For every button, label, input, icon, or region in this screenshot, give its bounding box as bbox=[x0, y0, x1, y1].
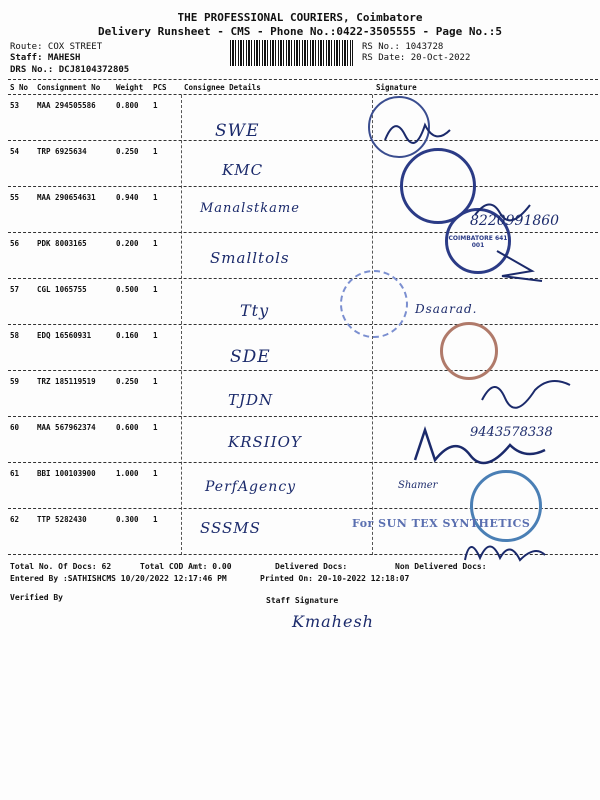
col-signature: Signature bbox=[376, 83, 417, 92]
row-consignment: MAA 294505586 bbox=[37, 101, 96, 110]
row-consignment: EDQ 16560931 bbox=[37, 331, 92, 340]
row-consignment: MAA 567962374 bbox=[37, 423, 96, 432]
row-sno: 58 bbox=[10, 331, 20, 340]
row-sno: 54 bbox=[10, 147, 20, 156]
verified-by: Verified By bbox=[10, 593, 63, 602]
printed-on: Printed On: 20-10-2022 12:18:07 bbox=[260, 574, 410, 583]
signature-phone-note: 8220991860 bbox=[470, 213, 560, 229]
signature-scribble bbox=[410, 425, 550, 465]
row-consignment: TRZ 185119519 bbox=[37, 377, 96, 386]
row-sno: 53 bbox=[10, 101, 20, 110]
consignee-handwriting: SWE bbox=[215, 121, 260, 141]
consignee-handwriting: SDE bbox=[230, 347, 271, 367]
rs-number: RS No.: 1043728 bbox=[362, 42, 444, 52]
table-row bbox=[0, 95, 600, 141]
row-weight: 0.600 bbox=[116, 423, 139, 432]
entered-by: Entered By :SATHISHCMS 10/20/2022 12:17:46 PM bbox=[10, 574, 227, 583]
row-consignment: CGL 1065755 bbox=[37, 285, 87, 294]
consignee-handwriting: TJDN bbox=[228, 391, 274, 409]
row-consignment: MAA 290654631 bbox=[37, 193, 96, 202]
col-sno: S No bbox=[10, 83, 29, 92]
round-seal-stamp bbox=[340, 270, 408, 338]
total-docs: Total No. Of Docs: 62 bbox=[10, 562, 112, 571]
col-consignee: Consignee Details bbox=[184, 83, 261, 92]
row-sno: 57 bbox=[10, 285, 20, 294]
row-pcs: 1 bbox=[153, 147, 158, 156]
row-sno: 55 bbox=[10, 193, 20, 202]
signature-scribble bbox=[470, 195, 550, 225]
signature-scribble bbox=[380, 110, 460, 150]
company-title: THE PROFESSIONAL COURIERS, Coimbatore bbox=[177, 11, 423, 24]
row-pcs: 1 bbox=[153, 239, 158, 248]
row-pcs: 1 bbox=[153, 423, 158, 432]
row-weight: 1.000 bbox=[116, 469, 139, 478]
row-pcs: 1 bbox=[153, 285, 158, 294]
row-sno: 61 bbox=[10, 469, 20, 478]
consignee-handwriting: SSSMS bbox=[200, 519, 261, 537]
signature-name: Shamer bbox=[398, 480, 438, 491]
signature-scribble bbox=[480, 370, 580, 410]
signature-phone-note: 9443578338 bbox=[470, 425, 553, 440]
row-sno: 56 bbox=[10, 239, 20, 248]
consignee-handwriting: Manalstkame bbox=[200, 201, 300, 216]
row-pcs: 1 bbox=[153, 193, 158, 202]
row-pcs: 1 bbox=[153, 331, 158, 340]
row-pcs: 1 bbox=[153, 469, 158, 478]
route-label: Route: COX STREET bbox=[10, 42, 103, 52]
staff-signature-label: Staff Signature bbox=[266, 596, 339, 605]
row-pcs: 1 bbox=[153, 101, 158, 110]
row-weight: 0.940 bbox=[116, 193, 139, 202]
signature-note: Dsaarad. bbox=[415, 302, 478, 316]
row-weight: 0.800 bbox=[116, 101, 139, 110]
table-row bbox=[0, 325, 600, 371]
row-consignment: BBI 100103900 bbox=[37, 469, 96, 478]
header-divider-top bbox=[8, 79, 598, 80]
drs-number: DRS No.: DCJ8104372805 bbox=[10, 65, 130, 75]
rs-date: RS Date: 20-Oct-2022 bbox=[362, 53, 471, 63]
barcode-image bbox=[230, 40, 353, 66]
row-pcs: 1 bbox=[153, 515, 158, 524]
non-delivered-docs: Non Delivered Docs: bbox=[395, 562, 487, 571]
signature-scribble bbox=[492, 246, 552, 286]
row-consignment: TRP 6925634 bbox=[37, 147, 87, 156]
table-row bbox=[0, 141, 600, 187]
consignee-handwriting: KMC bbox=[222, 161, 264, 179]
row-consignment: TTP 5282430 bbox=[37, 515, 87, 524]
row-weight: 0.500 bbox=[116, 285, 139, 294]
runsheet-subtitle: Delivery Runsheet - CMS - Phone No.:0422-3505555 - Page No.:5 bbox=[98, 25, 502, 38]
consignee-handwriting: Tty bbox=[240, 301, 270, 320]
row-weight: 0.160 bbox=[116, 331, 139, 340]
sun-tex-stamp: For SUN TEX SYNTHETICS bbox=[352, 517, 531, 530]
total-cod: Total COD Amt: 0.00 bbox=[140, 562, 232, 571]
row-sno: 60 bbox=[10, 423, 20, 432]
col-pcs: PCS bbox=[153, 83, 167, 92]
row-weight: 0.200 bbox=[116, 239, 139, 248]
consignee-handwriting: PerfAgency bbox=[205, 479, 297, 495]
col-weight: Weight bbox=[116, 83, 144, 92]
row-sno: 59 bbox=[10, 377, 20, 386]
consignee-handwriting: KRSIIOY bbox=[228, 433, 302, 451]
stamp-city-text: COIMBATORE 641 001 bbox=[448, 235, 508, 249]
row-sno: 62 bbox=[10, 515, 20, 524]
row-weight: 0.300 bbox=[116, 515, 139, 524]
delivered-docs: Delivered Docs: bbox=[275, 562, 348, 571]
col-consignment: Consignment No bbox=[37, 83, 101, 92]
row-weight: 0.250 bbox=[116, 147, 139, 156]
staff-label: Staff: MAHESH bbox=[10, 53, 81, 63]
consignee-handwriting: Smalltols bbox=[210, 249, 290, 267]
row-pcs: 1 bbox=[153, 377, 158, 386]
row-weight: 0.250 bbox=[116, 377, 139, 386]
row-consignment: PDK 8003165 bbox=[37, 239, 87, 248]
staff-signature-handwriting: Kmahesh bbox=[292, 612, 374, 631]
